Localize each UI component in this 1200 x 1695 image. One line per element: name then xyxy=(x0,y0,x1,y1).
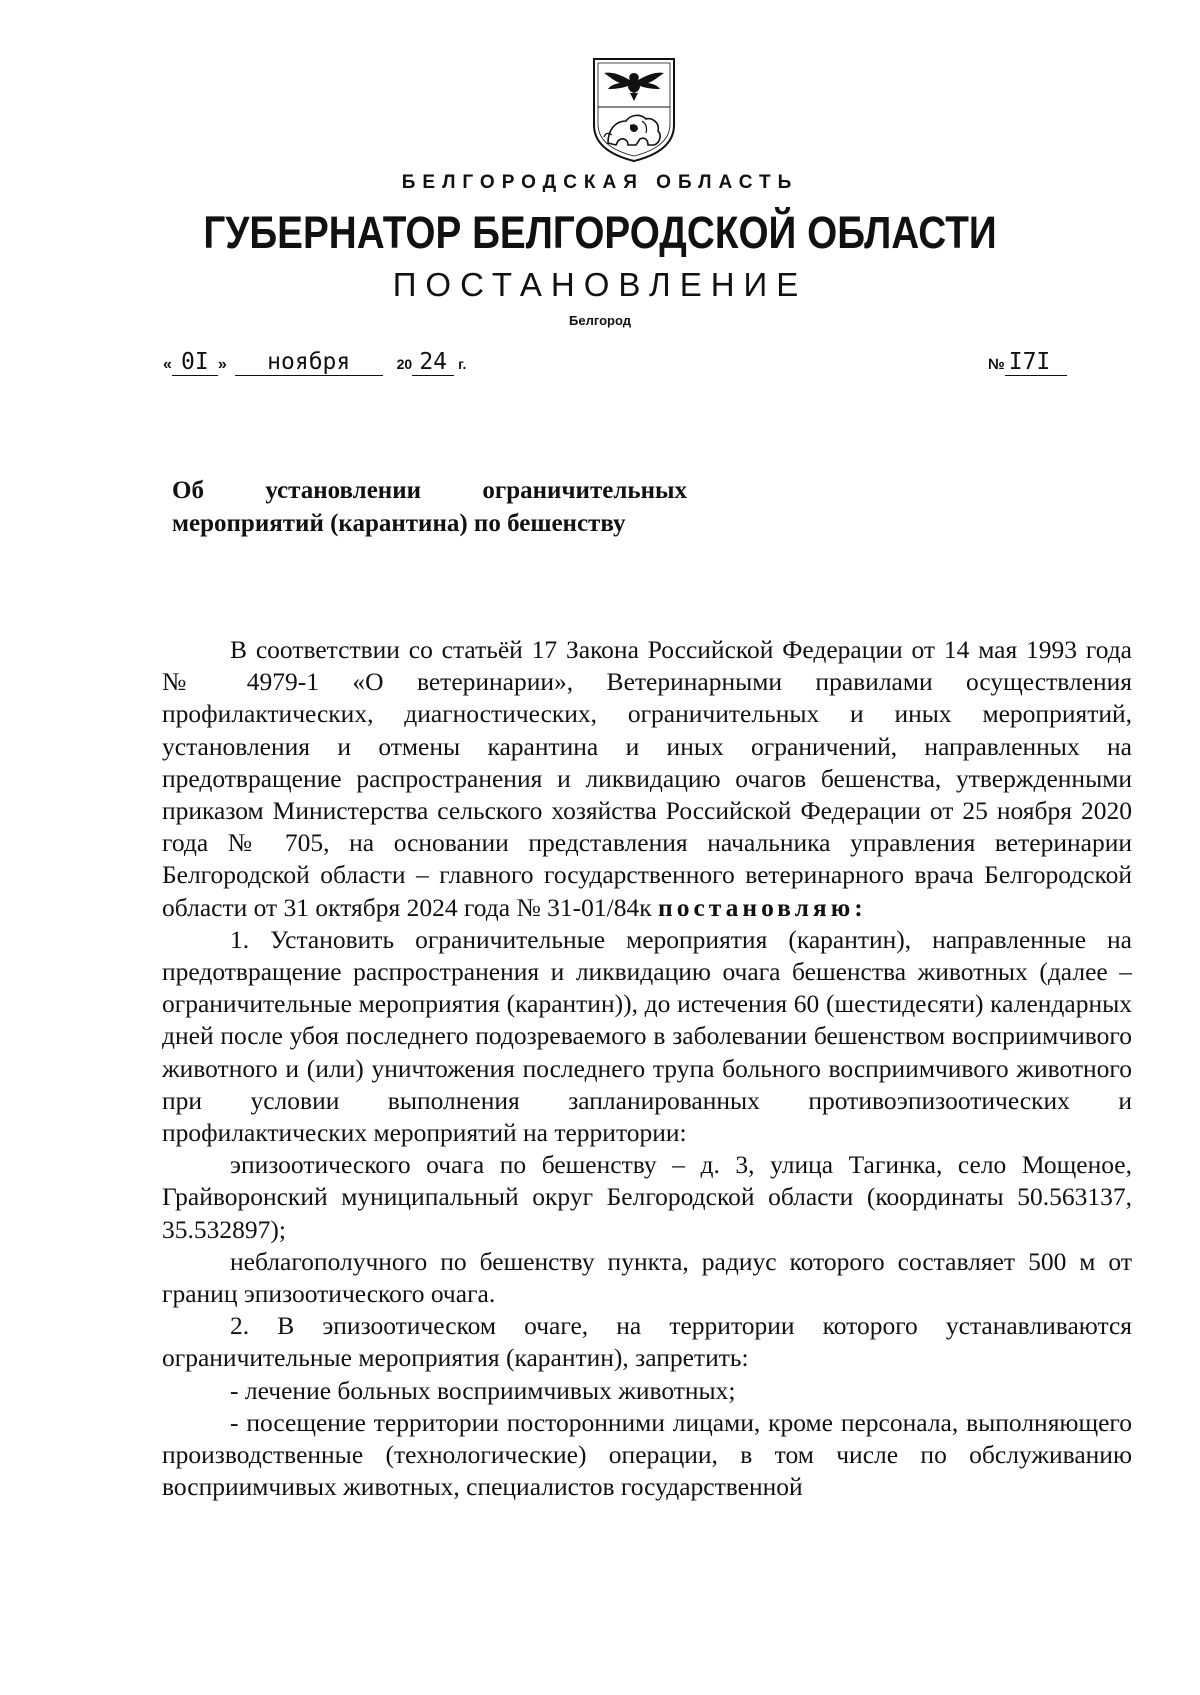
date-open-quote: « xyxy=(163,356,172,373)
preamble-text: В соответствии со статьёй 17 Закона Российской Федерации от 14 мая 1993 года № 4979-1 «О ветеринарии», Ветеринарными правилами осуществления профилактических, диагностических, ограничительных и иных мероприятий, установления и отмены карантина и иных ограничений, направленных на предотвращение распространения и ликвидацию очагов бешенства, утвержденными приказом Министерства сельского хозяйства Российской Федерации от 25 ноября 2020 года № 705, на основании представления начальника управления ветеринарии Белгородской области – главного государственного ветеринарного врача Белгородской области от 31 октября 2024 года № 31-01/84к xyxy=(162,635,1132,922)
decree-word: постановляю: xyxy=(658,892,867,922)
item-1-paragraph: 1. Установить ограничительные мероприятия (карантин), направленные на предотвращение распространения и ликвидацию очага бешенства животных (далее – ограничительные мероприятия (карантин)), до истечения 60 (шестидесяти) календарных дней после убоя последнего подозреваемого в заболевании бешенством восприимчивого животного и (или) уничтожения последнего трупа больного восприимчивого животного при условии выполнения запланированных противоэпизоотических и профилактических мероприятий на территории: xyxy=(162,924,1132,1148)
subject-word: установлении xyxy=(265,477,422,504)
subject-line-1 xyxy=(172,474,687,507)
governor-heading: ГУБЕРНАТОР БЕЛГОРОДСКОЙ ОБЛАСТИ xyxy=(203,207,997,258)
date-close-quote: » xyxy=(217,356,227,373)
subject-word: Об xyxy=(172,477,204,504)
subject-line-2: мероприятий (карантина) по бешенству xyxy=(172,510,626,537)
date-line xyxy=(163,349,466,379)
date-year-suffix: 24 xyxy=(412,349,454,376)
date-day: 0I xyxy=(172,349,218,376)
document-number xyxy=(988,349,1067,376)
item-2-paragraph: 2. В эпизоотическом очаге, на территории которого устанавливаются ограничительные мероприятия (карантин), запретить: xyxy=(162,1311,1132,1373)
region-heading: БЕЛГОРОДСКАЯ ОБЛАСТЬ xyxy=(401,172,799,193)
document-subject xyxy=(172,474,687,540)
document-type-heading: ПОСТАНОВЛЕНИЕ xyxy=(392,266,808,303)
document-body xyxy=(162,634,1132,1503)
item-2-list-item: - лечение больных восприимчивых животных; xyxy=(230,1375,736,1405)
item-1-focus-paragraph: эпизоотического очага по бешенству – д. 3, улица Тагинка, село Мощеное, Грайворонский муниципальный округ Белгородской области (координаты 50.563137, 35.532897); xyxy=(162,1150,1132,1244)
date-year-mark: г. xyxy=(458,356,467,372)
preamble-paragraph xyxy=(162,634,1132,924)
date-year-prefix: 20 xyxy=(396,356,413,372)
coat-of-arms-icon xyxy=(590,55,678,165)
item-2-list-item: - посещение территории посторонними лицами, кроме персонала, выполняющего производственные (технологические) операции, в том числе по обслуживанию восприимчивых животных, специалистов государственной xyxy=(162,1407,1132,1502)
item-1-point-paragraph: неблагополучного по бешенству пункта, радиус которого составляет 500 м от границ эпизоотического очага. xyxy=(162,1246,1132,1309)
number-label: № xyxy=(988,356,1005,373)
subject-word: ограничительных xyxy=(482,477,687,504)
number-value: I7I xyxy=(1005,349,1067,376)
city-label: Белгород xyxy=(569,313,631,328)
date-month: ноября xyxy=(235,349,383,376)
